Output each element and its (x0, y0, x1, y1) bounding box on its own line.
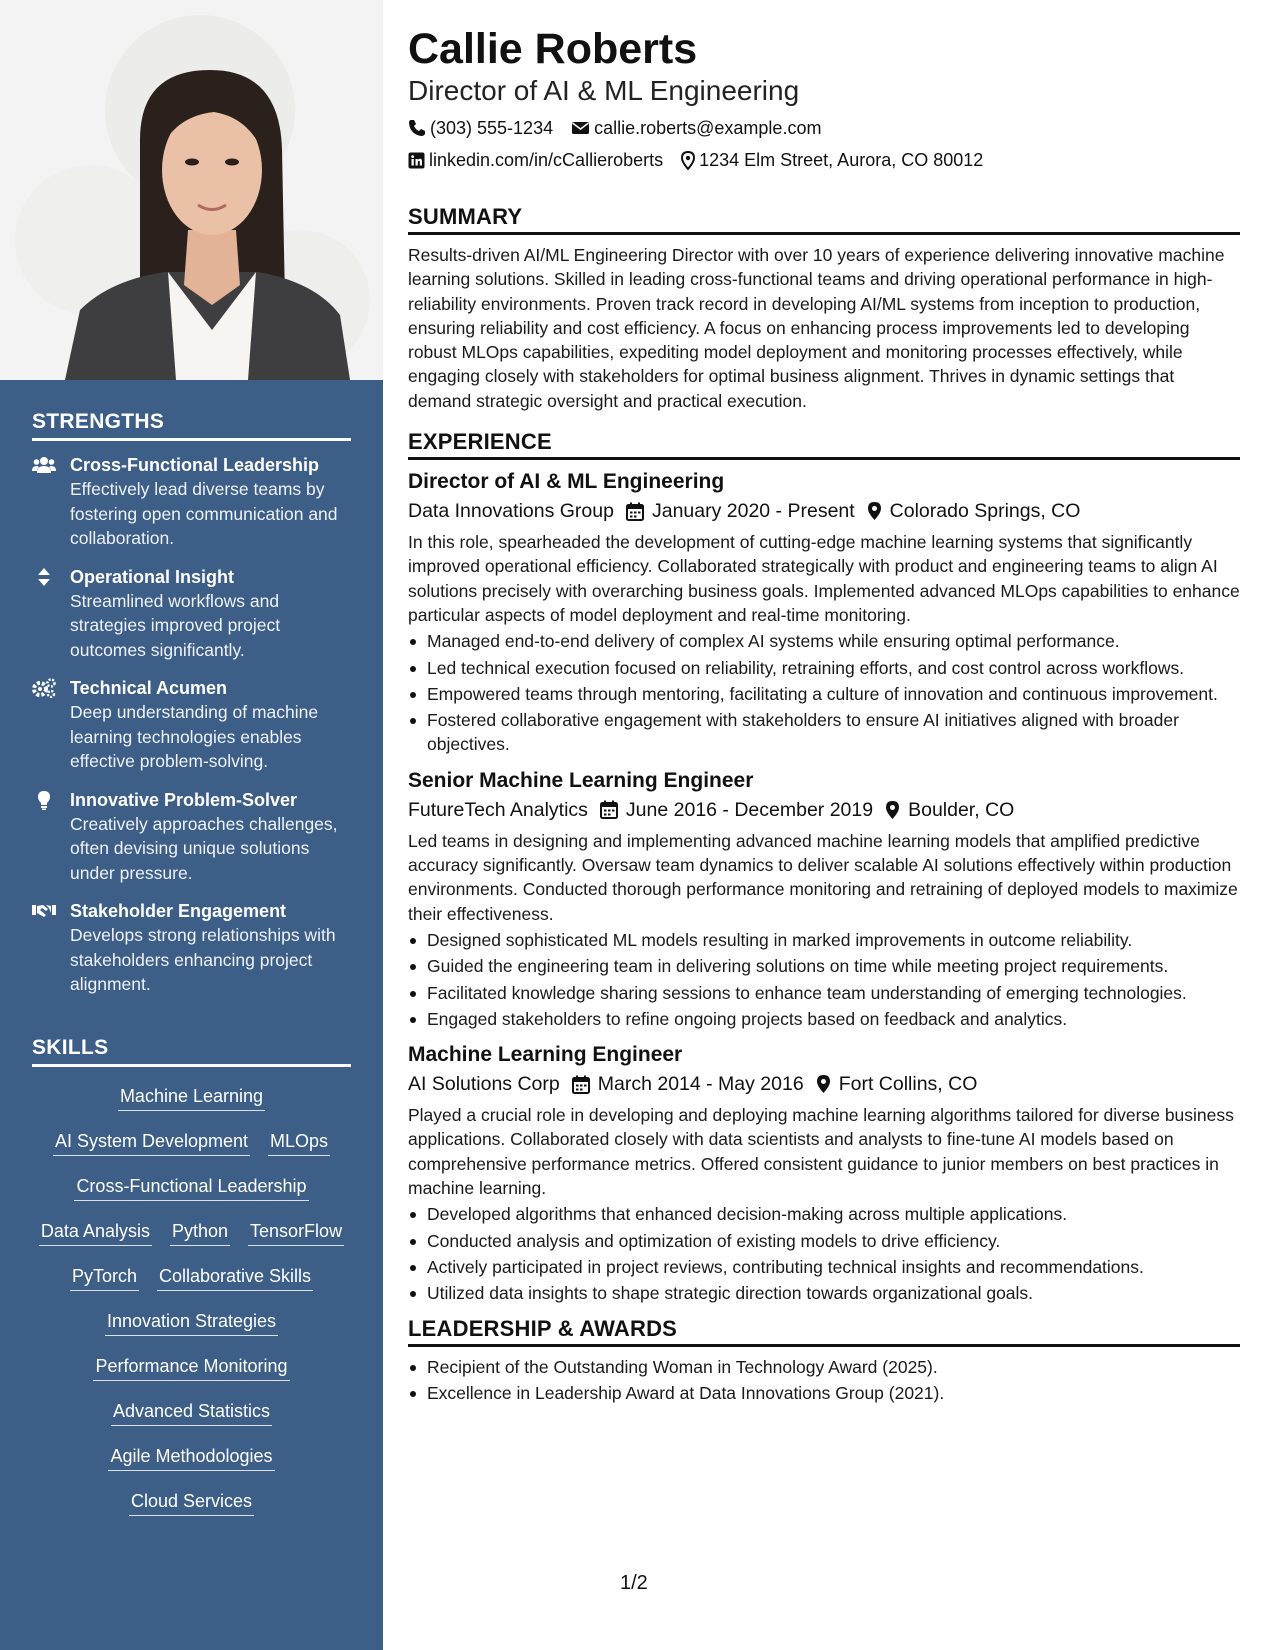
job-title: Machine Learning Engineer (408, 1043, 683, 1067)
skills-row (32, 1308, 351, 1353)
gears-icon (32, 678, 56, 698)
sidebar (0, 0, 383, 1650)
main-content (408, 24, 1240, 1405)
strengths-heading: STRENGTHS (32, 410, 351, 441)
skill-tag: Agile Methodologies (108, 1443, 274, 1471)
job-bullet: Led technical execution focused on reliability, retraining efforts, and cost control across workflows. (408, 656, 1240, 680)
profile-photo (0, 0, 383, 380)
skill-tag: Innovation Strategies (105, 1308, 278, 1336)
awards-section (408, 1316, 1240, 1406)
job-company: AI Solutions Corp (408, 1073, 560, 1096)
skills-row (32, 1263, 351, 1308)
contact-address (681, 144, 983, 176)
calendar-icon (572, 1075, 590, 1094)
strengths-section (32, 410, 351, 1011)
skills-row (32, 1083, 351, 1128)
skill-tag: Cloud Services (129, 1488, 254, 1516)
awards-heading: LEADERSHIP & AWARDS (408, 1316, 1240, 1347)
address-text: 1234 Elm Street, Aurora, CO 80012 (699, 150, 984, 170)
portrait-image (0, 0, 383, 380)
skill-tag: Python (170, 1218, 230, 1246)
calendar-icon (626, 502, 644, 521)
strength-item (32, 453, 351, 551)
job-bullet: Designed sophisticated ML models resulting in marked improvements in outcome reliability. (408, 928, 1240, 952)
job-title: Director of AI & ML Engineering (408, 470, 725, 494)
skills-row (32, 1443, 351, 1488)
job-location: Fort Collins, CO (838, 1073, 978, 1096)
job-bullet: Managed end-to-end delivery of complex AI systems while ensuring optimal performance. (408, 629, 1240, 653)
job-dates: March 2014 - May 2016 (597, 1073, 804, 1096)
strength-description: Effectively lead diverse teams by fostering open communication and collaboration. (70, 479, 338, 548)
strength-title: Stakeholder Engagement (70, 901, 287, 921)
experience-heading: EXPERIENCE (408, 429, 1240, 460)
job-bullet: Developed algorithms that enhanced decision-making across multiple applications. (408, 1202, 1240, 1226)
strength-title: Innovative Problem-Solver (70, 789, 298, 810)
job-description: Played a crucial role in developing and deploying machine learning algorithms tailored for diverse business applications. Collaborated closely with data scientists and analysts to fine-tune AI models based on comprehensive performance metrics. Offered consistent guidance to junior members on best practices in machine learning. (408, 1105, 1234, 1199)
strength-title: Operational Insight (70, 566, 235, 587)
skill-tag: AI System Development (53, 1128, 250, 1156)
map-pin-icon (816, 1074, 831, 1094)
strength-item (32, 899, 351, 997)
job-entry (408, 468, 1240, 757)
award-item: Excellence in Leadership Award at Data Innovations Group (2021). (408, 1381, 1240, 1405)
job-title: Senior Machine Learning Engineer (408, 768, 754, 792)
job-bullets (408, 928, 1240, 1031)
contact-phone[interactable] (408, 112, 553, 144)
email-text: callie.roberts@example.com (594, 118, 822, 138)
skills-row (32, 1353, 351, 1398)
award-item: Recipient of the Outstanding Woman in Technology Award (2025). (408, 1355, 1240, 1379)
summary-section (408, 204, 1240, 413)
sort-icon (32, 567, 56, 587)
skill-tag: Machine Learning (118, 1083, 265, 1111)
handshake-icon (32, 901, 56, 921)
strength-item (32, 565, 351, 663)
phone-text: (303) 555-1234 (430, 118, 554, 138)
strength-description: Creatively approaches challenges, often devising unique solutions under pressure. (70, 813, 338, 883)
experience-section (408, 429, 1240, 1305)
job-description: In this role, spearheaded the development of cutting-edge machine learning systems that significantly improved operational efficiency. Collaborated strategically with product and engineering teams to align AI solutions precisely with overarching business goals. Implemented advanced MLOps capabilities to enhance particular aspects of model deployment and real-time monitoring. (408, 532, 1240, 625)
skills-row (32, 1173, 351, 1218)
skills-row (32, 1398, 351, 1443)
job-bullet: Facilitated knowledge sharing sessions to enhance team understanding of emerging technologies. (408, 981, 1240, 1005)
job-description: Led teams in designing and implementing advanced machine learning models that amplified predictive accuracy significantly. Oversaw team dynamics to deliver scalable AI solutions effectively within production environments. Conducted thorough performance monitoring and retraining of deployed models to maximize their effectiveness. (408, 830, 1238, 924)
summary-text: Results-driven AI/ML Engineering Director with over 10 years of experience delivering innovative machine learning solutions. Skilled in leading cross-functional teams and driving operational performance in high-reliability environments. Proven track record in developing AI/ML systems from inception to production, ensuring reliability and cost efficiency. A focus on enhancing process improvements led to developing robust MLOps capabilities, expediting model deployment and monitoring processes effectively, while engaging closely with stakeholders for optimal business alignment. Thrives in dynamic settings that demand strategic oversight and practical execution. (408, 245, 1225, 411)
map-pin-icon (885, 800, 900, 820)
candidate-name: Callie Roberts (408, 25, 698, 73)
awards-list (408, 1355, 1240, 1406)
job-location: Boulder, CO (908, 798, 1015, 821)
job-entry (408, 767, 1240, 1031)
job-bullets (408, 629, 1240, 756)
summary-heading: SUMMARY (408, 204, 1240, 235)
candidate-title: Director of AI & ML Engineering (408, 75, 800, 106)
contact-row (408, 112, 1240, 144)
strength-description: Deep understanding of machine learning technologies enables effective problem-solving. (70, 702, 319, 771)
job-meta (408, 795, 1240, 825)
strength-title: Cross-Functional Leadership (70, 455, 320, 475)
skills-row (32, 1128, 351, 1173)
calendar-icon (600, 800, 618, 819)
skill-tag: Cross-Functional Leadership (74, 1173, 308, 1201)
map-pin-icon (681, 151, 695, 170)
skill-tag: MLOps (268, 1128, 330, 1156)
job-company: Data Innovations Group (408, 500, 614, 523)
phone-icon (408, 119, 426, 137)
skill-tag: Advanced Statistics (111, 1398, 272, 1426)
contact-email[interactable] (571, 112, 821, 144)
job-bullet: Utilized data insights to shape strategic direction towards organizational goals. (408, 1281, 1240, 1305)
job-location: Colorado Springs, CO (889, 500, 1081, 523)
strength-item (32, 788, 351, 886)
job-dates: June 2016 - December 2019 (625, 798, 874, 821)
linkedin-icon (408, 152, 425, 169)
job-entry (408, 1041, 1240, 1305)
job-bullets (408, 1202, 1240, 1305)
map-pin-icon (867, 501, 882, 521)
skill-tag: Performance Monitoring (93, 1353, 289, 1381)
job-meta (408, 496, 1240, 526)
job-dates: January 2020 - Present (651, 500, 855, 523)
strength-item (32, 676, 351, 774)
job-bullet: Fostered collaborative engagement with stakeholders to ensure AI initiatives aligned with broader objectives. (408, 708, 1240, 757)
skills-list (32, 1083, 351, 1533)
strength-description: Develops strong relationships with stakeholders enhancing project alignment. (70, 925, 336, 994)
page-number: 1/2 (620, 1572, 648, 1594)
contact-linkedin[interactable] (408, 144, 663, 176)
job-bullet: Conducted analysis and optimization of existing models to drive efficiency. (408, 1229, 1240, 1253)
strength-title: Technical Acumen (70, 678, 228, 698)
users-icon (32, 455, 56, 475)
skills-row (32, 1218, 351, 1263)
strength-description: Streamlined workflows and strategies improved project outcomes significantly. (70, 590, 281, 660)
envelope-icon (571, 120, 590, 136)
skill-tag: Collaborative Skills (157, 1263, 313, 1291)
job-bullet: Engaged stakeholders to refine ongoing projects based on feedback and analytics. (408, 1007, 1240, 1031)
skill-tag: TensorFlow (248, 1218, 344, 1246)
job-company: FutureTech Analytics (408, 798, 588, 821)
lightbulb-icon (32, 790, 56, 810)
contact-row (408, 144, 1240, 176)
linkedin-text: linkedin.com/in/cCallieroberts (429, 150, 664, 170)
skills-section (32, 1036, 351, 1533)
job-bullet: Empowered teams through mentoring, facilitating a culture of innovation and continuous improvement. (408, 682, 1240, 706)
job-bullet: Actively participated in project reviews, contributing technical insights and recommendations. (408, 1255, 1240, 1279)
skill-tag: PyTorch (70, 1263, 139, 1291)
job-bullet: Guided the engineering team in delivering solutions on time while meeting project requirements. (408, 954, 1240, 978)
skills-row (32, 1488, 351, 1533)
skills-heading: SKILLS (32, 1036, 351, 1067)
job-meta (408, 1069, 1240, 1099)
skill-tag: Data Analysis (39, 1218, 152, 1246)
